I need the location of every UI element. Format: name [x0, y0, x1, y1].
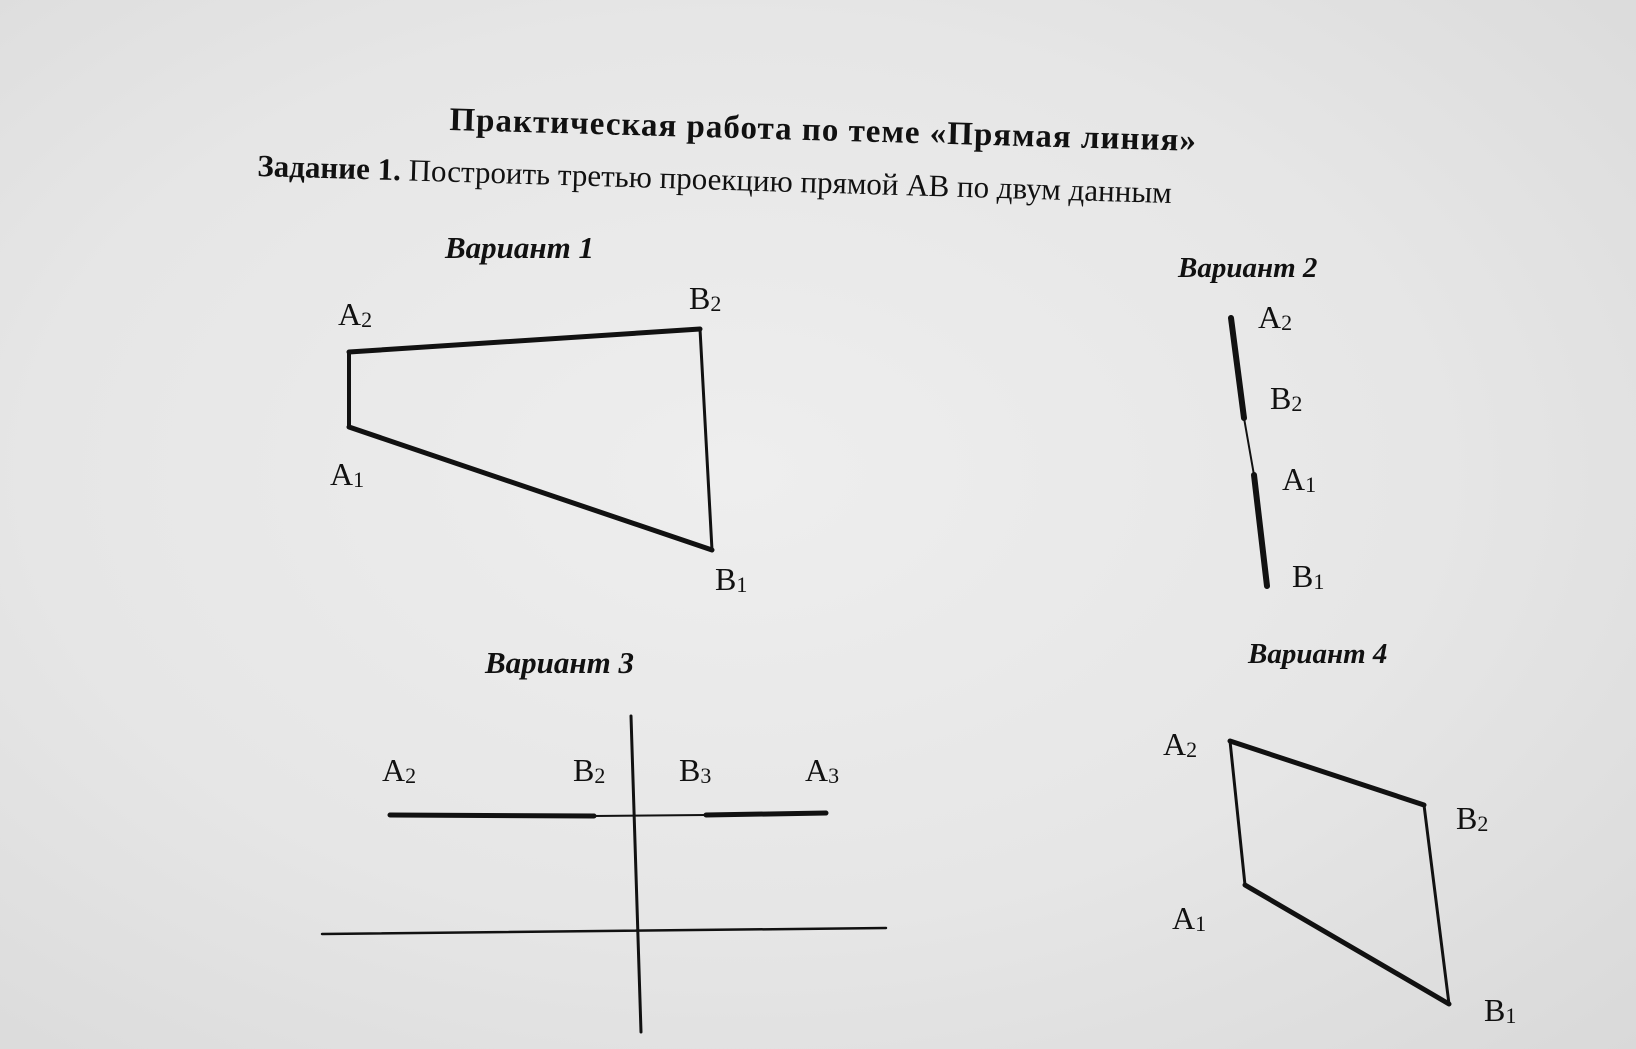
v2-segment-a2b2 [1231, 318, 1244, 418]
v3-segment-b3a3 [706, 813, 826, 815]
page-title: Практическая работа по теме «Прямая линия» [448, 102, 1198, 159]
task-text: Построить третью проекцию прямой АВ по двум данным [408, 152, 1173, 211]
v2-point-a2: $A_2$ [1258, 299, 1293, 335]
v1-point-b1: $B_1$ [715, 561, 748, 597]
v1-point-b2: $B_2$ [689, 280, 722, 316]
v3-axis-vertical [631, 716, 641, 1032]
v3-point-a3: $A_3$ [805, 752, 840, 788]
v3-axis-horizontal [322, 928, 886, 934]
v1-segment-a1b1 [349, 427, 712, 550]
v2-point-a1: $A_1$ [1282, 461, 1317, 497]
v4-point-a1: $A_1$ [1172, 900, 1207, 936]
variant-2-label: Вариант 2 [1178, 252, 1318, 284]
v3-segment-a2b2 [390, 815, 594, 816]
v4-point-b2: $B_2$ [1456, 800, 1489, 836]
v3-point-b2: $B_2$ [573, 752, 606, 788]
v2-segment-a1b1 [1254, 475, 1267, 586]
v2-link [1244, 418, 1254, 475]
variant-4-label: Вариант 4 [1248, 638, 1388, 670]
v1-point-a1: $A_1$ [330, 456, 365, 492]
v4-segment-a2b2 [1230, 741, 1424, 805]
v4-segment-a1b1 [1245, 885, 1449, 1004]
v1-segment-a2b2 [349, 329, 700, 352]
v1-link-b2b1 [700, 329, 712, 550]
v1-point-a2: $A_2$ [338, 296, 373, 332]
variant-1-label: Вариант 1 [445, 230, 594, 265]
v3-point-a2: $A_2$ [382, 752, 417, 788]
v4-link-b2b1 [1424, 805, 1449, 1004]
v3-point-b3: $B_3$ [679, 752, 712, 788]
v2-point-b2: $B_2$ [1270, 380, 1303, 416]
task-label: Задание 1. [256, 148, 402, 188]
v3-link [594, 815, 706, 816]
variant-3-label: Вариант 3 [485, 645, 634, 680]
v4-point-b1: $B_1$ [1484, 992, 1517, 1028]
v4-point-a2: $A_2$ [1163, 726, 1198, 762]
v2-point-b1: $B_1$ [1292, 558, 1325, 594]
v4-link-a2a1 [1230, 741, 1245, 885]
